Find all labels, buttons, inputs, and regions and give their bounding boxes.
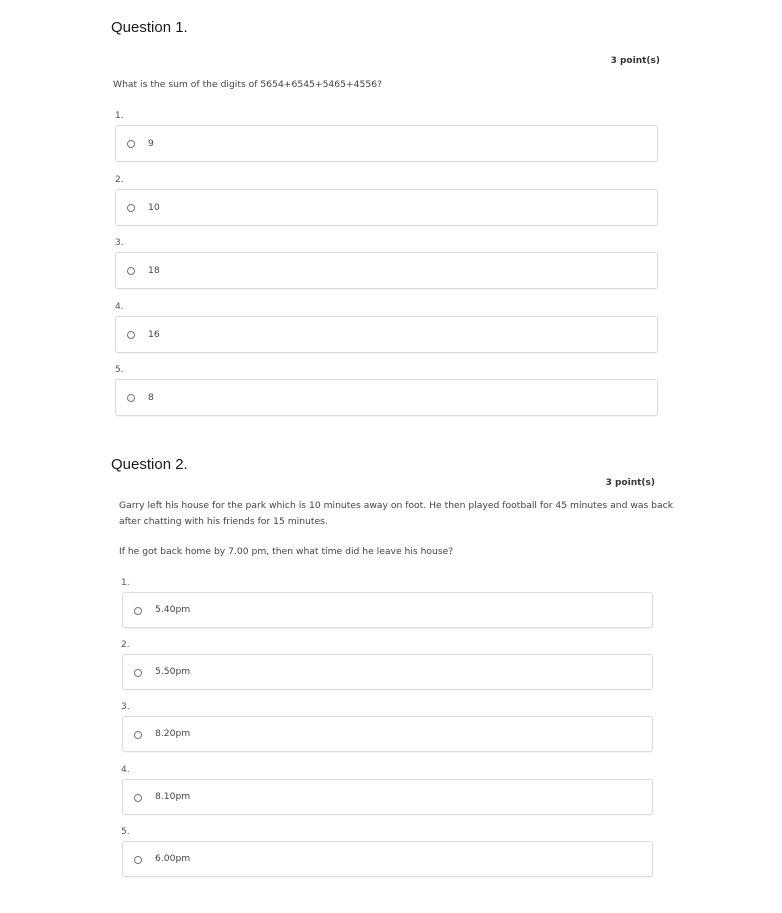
radio-button[interactable]: [134, 856, 142, 864]
question-title: Question 2.: [111, 456, 188, 473]
radio-button[interactable]: [127, 204, 135, 212]
question-1: [0, 0, 782, 440]
option-label: 9: [148, 138, 154, 149]
question-text-secondary: If he got back home by 7.00 pm, then what time did he leave his house?: [119, 546, 454, 557]
option-label: 10: [148, 202, 160, 213]
question-text-line-2: after chatting with his friends for 15 minutes.: [119, 516, 328, 527]
option-label: 8.20pm: [155, 728, 191, 739]
option-label: 18: [148, 265, 160, 276]
question-title: Question 1.: [111, 19, 188, 36]
option-label: 6.00pm: [155, 853, 191, 864]
answer-option[interactable]: [122, 716, 653, 752]
radio-button[interactable]: [134, 607, 142, 615]
option-number: 5.: [115, 365, 124, 375]
option-label: 5.50pm: [155, 666, 191, 677]
option-number: 1.: [115, 111, 124, 121]
option-number: 4.: [115, 302, 124, 312]
points-label: 3 point(s): [610, 56, 660, 66]
points-label: 3 point(s): [605, 478, 655, 488]
answer-option[interactable]: [122, 841, 653, 877]
radio-button[interactable]: [127, 267, 135, 275]
question-text-line-1: Garry left his house for the park which is 10 minutes away on foot. He then played football for 45 minutes and was back: [119, 500, 674, 511]
option-number: 2.: [115, 175, 124, 185]
answer-option[interactable]: [122, 592, 653, 628]
option-number: 4.: [121, 765, 130, 775]
option-number: 3.: [121, 702, 130, 712]
radio-button[interactable]: [134, 794, 142, 802]
answer-option[interactable]: [122, 654, 653, 690]
answer-option[interactable]: [115, 189, 658, 226]
question-2: [0, 440, 782, 913]
answer-option[interactable]: [115, 316, 658, 353]
question-text: What is the sum of the digits of 5654+6545+5465+4556?: [113, 79, 382, 90]
option-label: 8: [148, 392, 154, 403]
radio-button[interactable]: [134, 731, 142, 739]
option-label: 5.40pm: [155, 604, 191, 615]
answer-option[interactable]: [115, 125, 658, 162]
option-label: 16: [148, 329, 160, 340]
option-label: 8.10pm: [155, 791, 191, 802]
answer-option[interactable]: [115, 379, 658, 416]
option-number: 5.: [121, 827, 130, 837]
radio-button[interactable]: [127, 394, 135, 402]
answer-option[interactable]: [115, 252, 658, 289]
option-number: 1.: [121, 578, 130, 588]
option-number: 3.: [115, 238, 124, 248]
option-number: 2.: [121, 640, 130, 650]
radio-button[interactable]: [127, 140, 135, 148]
answer-option[interactable]: [122, 779, 653, 815]
radio-button[interactable]: [134, 669, 142, 677]
radio-button[interactable]: [127, 331, 135, 339]
